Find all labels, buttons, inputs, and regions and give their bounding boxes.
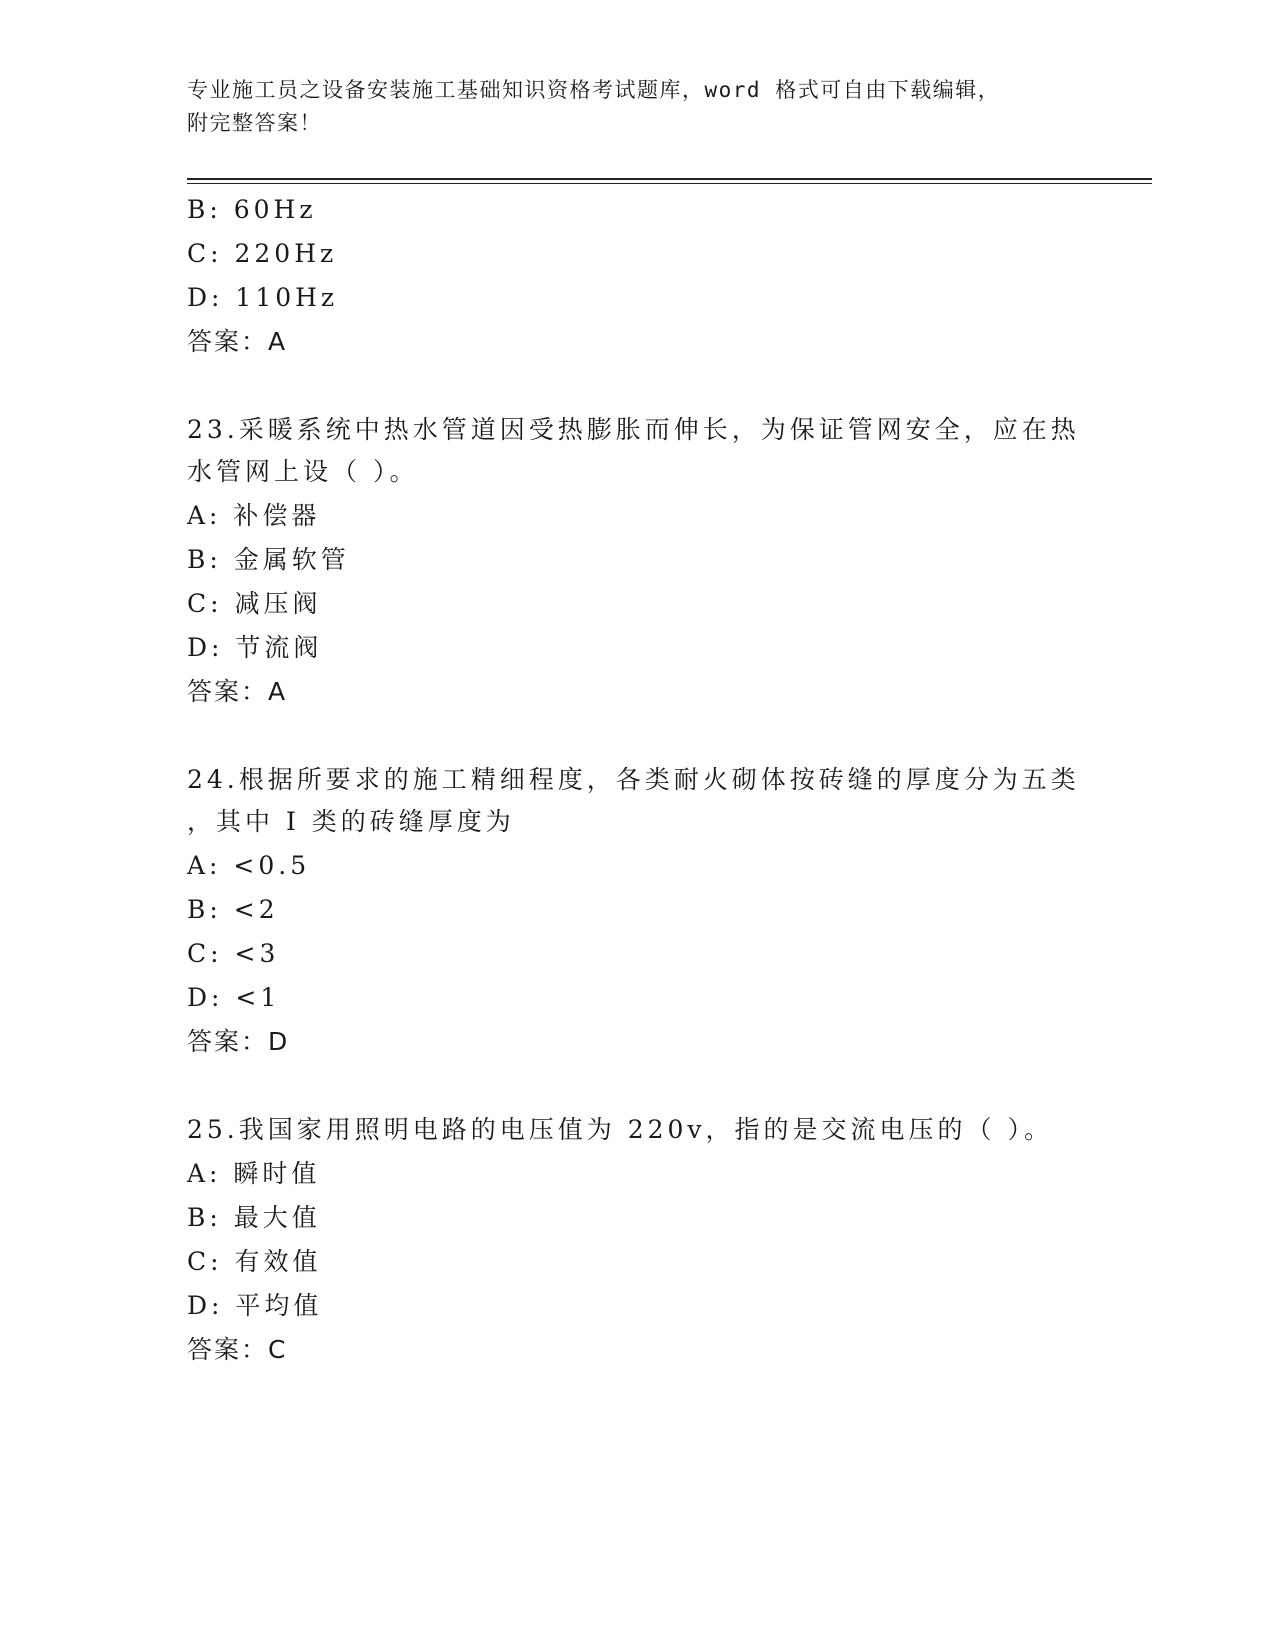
question-23-stem: 23.采暖系统中热水管道因受热膨胀而伸长，为保证管网安全，应在热 [187, 415, 1080, 444]
q24-option-c: C: <3 [187, 939, 280, 968]
q23-answer: 答案：A [187, 677, 288, 706]
q23-option-a: A: 补偿器 [187, 501, 321, 530]
q23-option-c: C: 减压阀 [187, 589, 322, 618]
q25-answer: 答案：C [187, 1335, 288, 1364]
header-title-line-2: 附完整答案！ [187, 111, 322, 135]
question-24-stem-cont: ，其中 I 类的砖缝厚度为 [187, 807, 515, 836]
q24-option-b: B: <2 [187, 895, 279, 924]
header-divider-thin [187, 183, 1152, 184]
q23-option-b: B: 金属软管 [187, 545, 350, 574]
q23-option-d: D: 节流阀 [187, 633, 323, 662]
document-header [187, 74, 1087, 140]
q24-option-d: D: <1 [187, 983, 281, 1012]
answer-line: 答案：A [187, 327, 288, 356]
header-divider [187, 178, 1152, 180]
q25-option-c: C: 有效值 [187, 1247, 322, 1276]
q25-option-b: B: 最大值 [187, 1203, 321, 1232]
question-23-stem-cont: 水管网上设（ ）。 [187, 457, 419, 486]
q25-option-a: A: 瞬时值 [187, 1159, 321, 1188]
option-c: C: 220Hz [187, 239, 338, 268]
question-24-stem: 24.根据所要求的施工精细程度，各类耐火砌体按砖缝的厚度分为五类 [187, 765, 1080, 794]
header-title-line-1: 专业施工员之设备安装施工基础知识资格考试题库，word 格式可自由下载编辑， [187, 78, 1001, 102]
question-25-stem: 25.我国家用照明电路的电压值为 220v，指的是交流电压的（ ）。 [187, 1115, 1053, 1144]
option-b: B: 60Hz [187, 195, 317, 224]
option-d: D: 110Hz [187, 283, 339, 312]
q24-answer: 答案：D [187, 1027, 290, 1056]
q25-option-d: D: 平均值 [187, 1291, 323, 1320]
q24-option-a: A: <0.5 [187, 851, 311, 880]
